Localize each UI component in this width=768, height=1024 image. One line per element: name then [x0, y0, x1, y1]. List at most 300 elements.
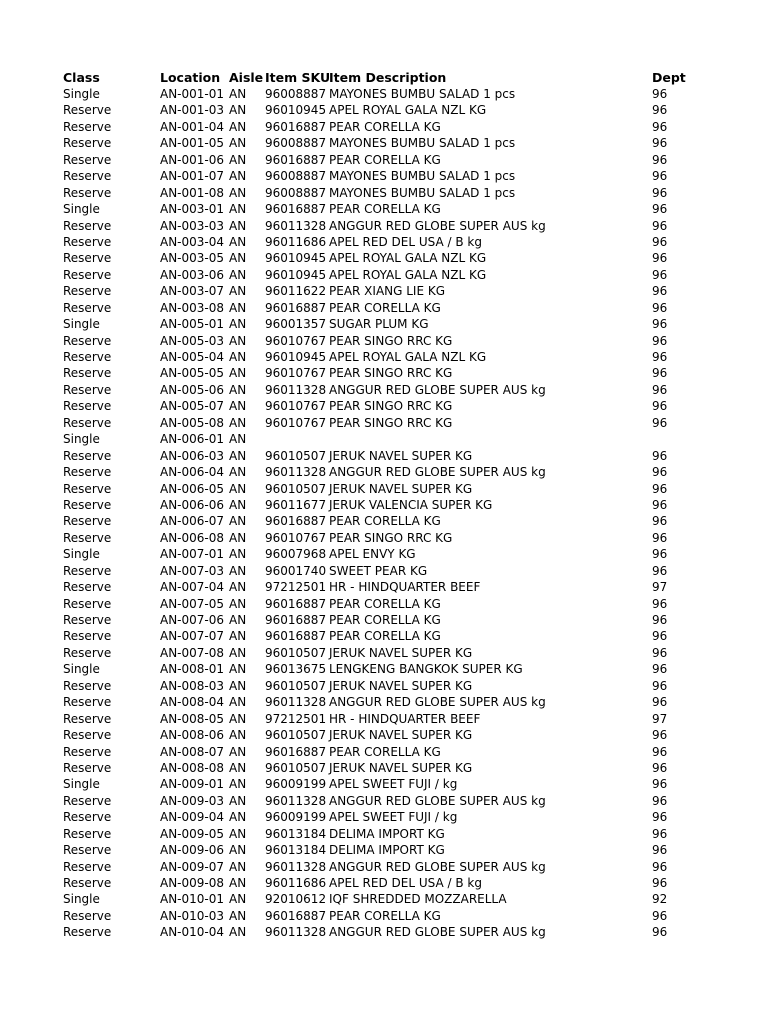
cell-class: Reserve [63, 645, 112, 660]
cell-dept: 96 [652, 152, 668, 167]
cell-location: AN-008-06 [160, 728, 225, 743]
cell-dept: 96 [652, 119, 668, 134]
cell-class: Reserve [63, 563, 112, 578]
cell-dept: 96 [652, 695, 668, 710]
cell-aisle: AN [229, 580, 247, 595]
table-row [63, 283, 753, 299]
cell-class: Single [63, 317, 100, 332]
cell-item-sku: 96016887 [265, 908, 327, 923]
cell-dept: 96 [652, 547, 668, 562]
cell-location: AN-009-08 [160, 876, 225, 890]
table-row [63, 661, 753, 677]
cell-location: AN-007-01 [160, 547, 225, 562]
cell-aisle: AN [229, 202, 247, 217]
header-dept: Dept [652, 70, 686, 85]
cell-item-sku: 96011686 [265, 234, 327, 249]
cell-location: AN-003-01 [160, 202, 225, 217]
cell-class: Reserve [63, 793, 112, 808]
cell-location: AN-009-06 [160, 843, 225, 858]
cell-location: AN-009-04 [160, 810, 225, 825]
cell-item-description: APEL ENVY KG [329, 547, 416, 562]
cell-location: AN-005-03 [160, 333, 225, 348]
table-row [63, 250, 753, 266]
cell-location: AN-005-01 [160, 317, 225, 332]
cell-location: AN-009-01 [160, 777, 225, 792]
cell-item-description: APEL RED DEL USA / B kg [329, 234, 482, 249]
header-item-description: Item Description [329, 70, 447, 85]
table-row [63, 86, 753, 102]
cell-aisle: AN [229, 234, 247, 249]
cell-location: AN-001-03 [160, 103, 225, 118]
cell-class: Reserve [63, 810, 112, 825]
cell-item-description: APEL RED DEL USA / B kg [329, 876, 482, 890]
cell-item-sku: 96016887 [265, 119, 327, 134]
cell-item-sku: 97212501 [265, 711, 327, 726]
cell-class: Reserve [63, 119, 112, 134]
cell-aisle: AN [229, 103, 247, 118]
cell-aisle: AN [229, 695, 247, 710]
table-row [63, 135, 753, 151]
header-aisle: Aisle [229, 70, 264, 85]
cell-dept: 96 [652, 530, 668, 545]
cell-item-sku: 96010767 [265, 399, 327, 414]
cell-item-sku: 96013675 [265, 662, 327, 677]
cell-item-description: PEAR CORELLA KG [329, 202, 441, 217]
cell-dept: 96 [652, 382, 668, 397]
cell-class: Reserve [63, 169, 112, 184]
cell-dept: 96 [652, 202, 668, 217]
cell-aisle: AN [229, 218, 247, 233]
cell-location: AN-001-08 [160, 185, 225, 200]
cell-item-sku: 96010767 [265, 366, 327, 381]
cell-class: Single [63, 777, 100, 792]
cell-item-description: APEL ROYAL GALA NZL KG [329, 251, 487, 266]
cell-item-sku: 96008887 [265, 185, 327, 200]
cell-location: AN-008-03 [160, 678, 225, 693]
table-row [63, 119, 753, 135]
cell-item-description: PEAR SINGO RRC KG [329, 530, 453, 545]
cell-location: AN-008-08 [160, 760, 225, 775]
cell-location: AN-007-03 [160, 563, 225, 578]
cell-item-description: LENGKENG BANGKOK SUPER KG [329, 662, 523, 677]
cell-dept: 96 [652, 185, 668, 200]
cell-item-description: JERUK NAVEL SUPER KG [329, 760, 473, 775]
cell-dept: 96 [652, 415, 668, 430]
cell-item-description: JERUK NAVEL SUPER KG [329, 448, 473, 463]
cell-dept: 96 [652, 481, 668, 496]
header-item-sku: Item SKU [265, 70, 331, 85]
table-body [63, 86, 753, 941]
table-row [63, 793, 753, 809]
cell-aisle: AN [229, 350, 247, 364]
cell-class: Reserve [63, 925, 112, 940]
header-class: Class [63, 70, 100, 85]
cell-item-sku: 96013184 [265, 826, 327, 841]
cell-aisle: AN [229, 481, 247, 496]
cell-item-sku: 97212501 [265, 580, 327, 595]
cell-location: AN-003-05 [160, 251, 225, 266]
table-row [63, 859, 753, 875]
cell-dept: 96 [652, 234, 668, 249]
cell-dept: 96 [652, 908, 668, 923]
table-row [63, 826, 753, 842]
cell-location: AN-007-08 [160, 645, 225, 660]
cell-class: Reserve [63, 514, 112, 529]
cell-item-description: HR - HINDQUARTER BEEF [329, 580, 481, 595]
cell-item-description: ANGGUR RED GLOBE SUPER AUS kg [329, 859, 546, 874]
cell-aisle: AN [229, 810, 247, 825]
table-row [63, 464, 753, 480]
cell-item-description: APEL ROYAL GALA NZL KG [329, 267, 487, 282]
cell-location: AN-001-05 [160, 136, 225, 151]
cell-item-description: APEL ROYAL GALA NZL KG [329, 350, 487, 364]
cell-aisle: AN [229, 728, 247, 743]
table-row [63, 891, 753, 907]
table-row [63, 218, 753, 234]
cell-location: AN-009-05 [160, 826, 225, 841]
cell-item-sku: 96010767 [265, 333, 327, 348]
cell-dept: 96 [652, 103, 668, 118]
cell-class: Reserve [63, 530, 112, 545]
cell-location: AN-006-05 [160, 481, 225, 496]
cell-item-description: SWEET PEAR KG [329, 563, 428, 578]
cell-item-sku: 92010612 [265, 892, 327, 907]
cell-class: Reserve [63, 580, 112, 595]
cell-item-description: DELIMA IMPORT KG [329, 843, 445, 858]
cell-location: AN-006-04 [160, 465, 225, 480]
cell-dept: 96 [652, 563, 668, 578]
cell-dept: 96 [652, 629, 668, 644]
cell-item-description: APEL SWEET FUJI / kg [329, 777, 458, 792]
cell-location: AN-008-01 [160, 662, 225, 677]
cell-location: AN-008-07 [160, 744, 225, 759]
cell-aisle: AN [229, 925, 247, 940]
cell-aisle: AN [229, 185, 247, 200]
cell-class: Reserve [63, 399, 112, 414]
cell-item-description: PEAR CORELLA KG [329, 152, 441, 167]
cell-item-sku: 96011328 [265, 465, 327, 480]
cell-aisle: AN [229, 415, 247, 430]
cell-class: Reserve [63, 136, 112, 151]
cell-item-description: PEAR SINGO RRC KG [329, 415, 453, 430]
table-row [63, 152, 753, 168]
table-row [63, 185, 753, 201]
cell-dept: 96 [652, 300, 668, 315]
cell-aisle: AN [229, 152, 247, 167]
cell-dept: 96 [652, 218, 668, 233]
table-row [63, 316, 753, 332]
table-row [63, 579, 753, 595]
cell-dept: 96 [652, 465, 668, 480]
cell-class: Reserve [63, 596, 112, 611]
cell-aisle: AN [229, 448, 247, 463]
cell-dept: 96 [652, 596, 668, 611]
cell-item-description: JERUK NAVEL SUPER KG [329, 728, 473, 743]
table-row [63, 497, 753, 513]
cell-class: Reserve [63, 876, 112, 890]
table-row [63, 267, 753, 283]
cell-dept: 96 [652, 284, 668, 299]
cell-aisle: AN [229, 662, 247, 677]
cell-item-sku: 96008887 [265, 87, 327, 101]
table-row [63, 776, 753, 792]
cell-location: AN-003-03 [160, 218, 225, 233]
cell-class: Reserve [63, 267, 112, 282]
cell-aisle: AN [229, 530, 247, 545]
cell-item-sku: 96011328 [265, 382, 327, 397]
cell-item-description: PEAR XIANG LIE KG [329, 284, 446, 299]
cell-aisle: AN [229, 908, 247, 923]
cell-dept: 96 [652, 662, 668, 677]
cell-item-sku: 96011328 [265, 218, 327, 233]
cell-dept: 96 [652, 333, 668, 348]
cell-aisle: AN [229, 382, 247, 397]
cell-class: Single [63, 547, 100, 562]
cell-item-description: MAYONES BUMBU SALAD 1 pcs [329, 87, 516, 101]
cell-location: AN-005-08 [160, 415, 225, 430]
cell-item-description: PEAR SINGO RRC KG [329, 333, 453, 348]
cell-item-description: PEAR CORELLA KG [329, 300, 441, 315]
cell-aisle: AN [229, 892, 247, 907]
table-row [63, 694, 753, 710]
table-row [63, 431, 753, 447]
cell-class: Single [63, 87, 100, 101]
cell-item-description: PEAR CORELLA KG [329, 908, 441, 923]
table-row [63, 760, 753, 776]
cell-item-sku: 96010945 [265, 267, 327, 282]
cell-class: Reserve [63, 218, 112, 233]
cell-class: Reserve [63, 234, 112, 249]
cell-class: Reserve [63, 366, 112, 381]
cell-item-description: ANGGUR RED GLOBE SUPER AUS kg [329, 925, 546, 940]
cell-item-sku: 96011686 [265, 876, 327, 890]
cell-item-sku: 96011328 [265, 925, 327, 940]
cell-aisle: AN [229, 744, 247, 759]
cell-item-description: MAYONES BUMBU SALAD 1 pcs [329, 185, 516, 200]
table-row [63, 645, 753, 661]
cell-class: Reserve [63, 152, 112, 167]
cell-class: Reserve [63, 826, 112, 841]
cell-dept: 96 [652, 777, 668, 792]
cell-dept: 96 [652, 448, 668, 463]
cell-item-description: DELIMA IMPORT KG [329, 826, 445, 841]
cell-location: AN-007-05 [160, 596, 225, 611]
cell-dept: 96 [652, 793, 668, 808]
table-row [63, 349, 753, 365]
table-row [63, 628, 753, 644]
table-row [63, 300, 753, 316]
cell-item-description: PEAR SINGO RRC KG [329, 366, 453, 381]
cell-class: Reserve [63, 744, 112, 759]
cell-aisle: AN [229, 366, 247, 381]
header-location: Location [160, 70, 221, 85]
cell-aisle: AN [229, 596, 247, 611]
cell-aisle: AN [229, 119, 247, 134]
cell-aisle: AN [229, 876, 247, 890]
cell-item-sku: 96016887 [265, 202, 327, 217]
cell-dept: 96 [652, 613, 668, 627]
cell-item-description: APEL SWEET FUJI / kg [329, 810, 458, 825]
cell-class: Reserve [63, 678, 112, 693]
cell-item-sku: 96010767 [265, 530, 327, 545]
cell-item-sku: 96016887 [265, 744, 327, 759]
cell-item-sku: 96008887 [265, 136, 327, 151]
cell-class: Reserve [63, 711, 112, 726]
cell-aisle: AN [229, 777, 247, 792]
cell-dept: 97 [652, 711, 668, 726]
cell-class: Reserve [63, 415, 112, 430]
cell-aisle: AN [229, 678, 247, 693]
table-row [63, 530, 753, 546]
cell-item-description: IQF SHREDDED MOZZARELLA [329, 892, 507, 907]
cell-class: Reserve [63, 300, 112, 315]
cell-location: AN-007-06 [160, 613, 225, 627]
cell-item-sku: 96016887 [265, 629, 327, 644]
cell-dept: 96 [652, 350, 668, 364]
cell-location: AN-007-07 [160, 629, 225, 644]
cell-aisle: AN [229, 251, 247, 266]
cell-location: AN-003-07 [160, 284, 225, 299]
cell-item-description: PEAR SINGO RRC KG [329, 399, 453, 414]
cell-dept: 92 [652, 892, 668, 907]
cell-item-description: MAYONES BUMBU SALAD 1 pcs [329, 136, 516, 151]
cell-aisle: AN [229, 465, 247, 480]
cell-location: AN-001-01 [160, 87, 225, 101]
table-row [63, 875, 753, 891]
cell-class: Reserve [63, 103, 112, 118]
table-row [63, 102, 753, 118]
cell-item-sku: 96010507 [265, 678, 327, 693]
cell-location: AN-001-07 [160, 169, 225, 184]
cell-location: AN-001-04 [160, 119, 225, 134]
cell-item-description: MAYONES BUMBU SALAD 1 pcs [329, 169, 516, 184]
table-row [63, 333, 753, 349]
cell-class: Reserve [63, 185, 112, 200]
cell-item-description: JERUK NAVEL SUPER KG [329, 678, 473, 693]
cell-location: AN-009-07 [160, 859, 225, 874]
cell-aisle: AN [229, 497, 247, 512]
cell-location: AN-001-06 [160, 152, 225, 167]
table-row [63, 678, 753, 694]
cell-class: Reserve [63, 448, 112, 463]
cell-class: Reserve [63, 629, 112, 644]
cell-item-sku: 96009199 [265, 777, 327, 792]
cell-item-sku: 96016887 [265, 514, 327, 529]
cell-location: AN-003-08 [160, 300, 225, 315]
cell-class: Single [63, 892, 100, 907]
cell-dept: 96 [652, 251, 668, 266]
cell-dept: 97 [652, 580, 668, 595]
cell-class: Single [63, 662, 100, 677]
cell-class: Reserve [63, 843, 112, 858]
cell-item-sku: 96011328 [265, 793, 327, 808]
cell-class: Reserve [63, 908, 112, 923]
cell-aisle: AN [229, 514, 247, 529]
cell-dept: 96 [652, 678, 668, 693]
cell-item-sku: 96010507 [265, 481, 327, 496]
cell-location: AN-008-05 [160, 711, 225, 726]
cell-item-description: PEAR CORELLA KG [329, 744, 441, 759]
cell-aisle: AN [229, 563, 247, 578]
cell-item-description: PEAR CORELLA KG [329, 514, 441, 529]
cell-class: Reserve [63, 481, 112, 496]
cell-location: AN-006-03 [160, 448, 225, 463]
cell-class: Reserve [63, 465, 112, 480]
cell-item-sku: 96016887 [265, 613, 327, 627]
cell-dept: 96 [652, 497, 668, 512]
cell-item-sku: 96010507 [265, 645, 327, 660]
cell-aisle: AN [229, 136, 247, 151]
table-row [63, 448, 753, 464]
cell-class: Reserve [63, 382, 112, 397]
cell-item-sku: 96016887 [265, 300, 327, 315]
cell-dept: 96 [652, 169, 668, 184]
cell-aisle: AN [229, 859, 247, 874]
cell-aisle: AN [229, 284, 247, 299]
cell-aisle: AN [229, 267, 247, 282]
cell-aisle: AN [229, 547, 247, 562]
cell-dept: 96 [652, 514, 668, 529]
cell-item-sku: 96011328 [265, 695, 327, 710]
cell-item-description: PEAR CORELLA KG [329, 629, 441, 644]
cell-item-sku: 96010507 [265, 760, 327, 775]
cell-location: AN-005-06 [160, 382, 225, 397]
cell-item-sku: 96008887 [265, 169, 327, 184]
cell-location: AN-005-05 [160, 366, 225, 381]
cell-aisle: AN [229, 399, 247, 414]
table-row [63, 842, 753, 858]
cell-class: Reserve [63, 728, 112, 743]
cell-aisle: AN [229, 843, 247, 858]
cell-location: AN-006-06 [160, 497, 225, 512]
table-header-row [63, 69, 753, 86]
cell-item-sku: 96010507 [265, 728, 327, 743]
table-row [63, 546, 753, 562]
table-row [63, 365, 753, 381]
cell-item-sku: 96010945 [265, 350, 327, 364]
cell-item-description: APEL ROYAL GALA NZL KG [329, 103, 487, 118]
table-row [63, 168, 753, 184]
cell-dept: 96 [652, 317, 668, 332]
cell-item-sku: 96010945 [265, 103, 327, 118]
cell-aisle: AN [229, 629, 247, 644]
cell-location: AN-007-04 [160, 580, 225, 595]
cell-class: Reserve [63, 859, 112, 874]
cell-location: AN-005-07 [160, 399, 225, 414]
cell-dept: 96 [652, 267, 668, 282]
cell-aisle: AN [229, 711, 247, 726]
table-row [63, 596, 753, 612]
cell-item-sku: 96001740 [265, 563, 327, 578]
cell-item-description: JERUK VALENCIA SUPER KG [329, 497, 493, 512]
cell-aisle: AN [229, 432, 247, 447]
cell-aisle: AN [229, 87, 247, 101]
cell-item-description: PEAR CORELLA KG [329, 596, 441, 611]
cell-item-sku: 96016887 [265, 596, 327, 611]
cell-item-sku: 96010945 [265, 251, 327, 266]
cell-item-sku: 96013184 [265, 843, 327, 858]
inventory-table [63, 69, 753, 941]
cell-class: Reserve [63, 333, 112, 348]
cell-dept: 96 [652, 744, 668, 759]
cell-aisle: AN [229, 300, 247, 315]
cell-class: Reserve [63, 613, 112, 627]
cell-location: AN-006-01 [160, 432, 225, 447]
table-row [63, 612, 753, 628]
cell-class: Reserve [63, 760, 112, 775]
table-row [63, 809, 753, 825]
cell-item-sku: 96007968 [265, 547, 327, 562]
